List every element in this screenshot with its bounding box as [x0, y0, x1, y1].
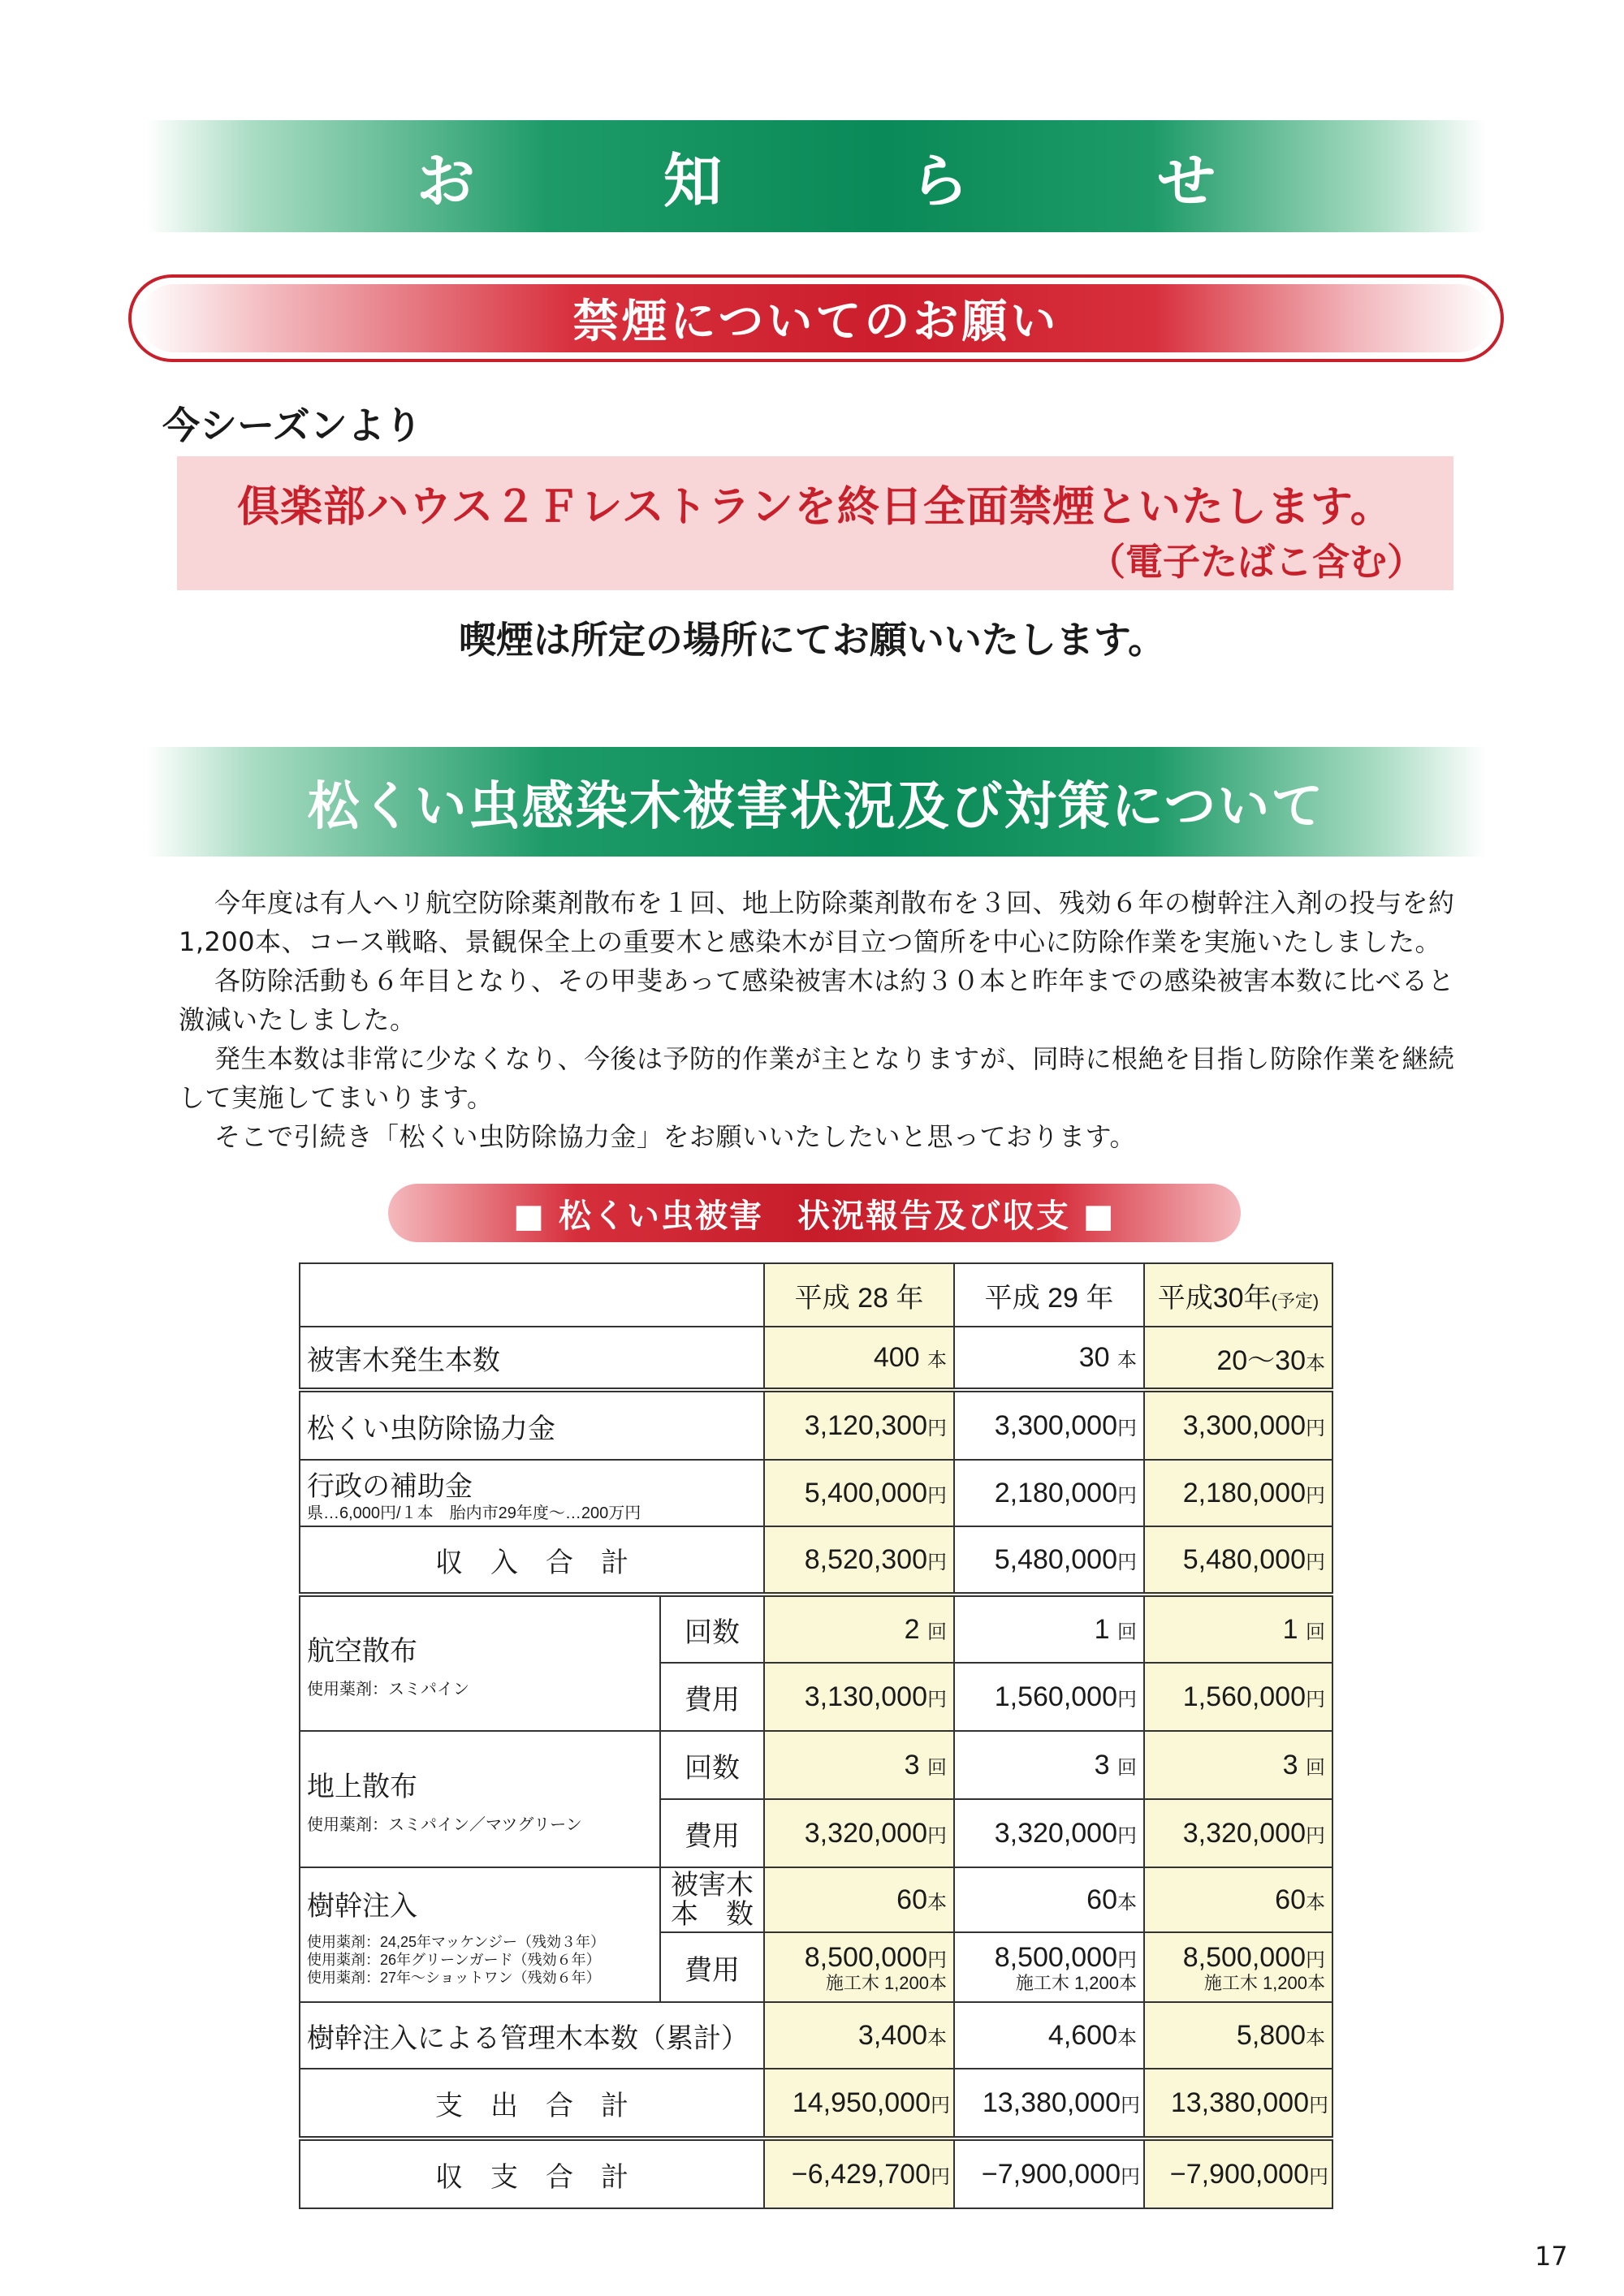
cell-value	[764, 1526, 954, 1595]
cell-value	[1144, 2002, 1332, 2069]
cell-value	[954, 2138, 1144, 2208]
row-note: 使用薬剤：スミパイン	[307, 1680, 469, 1698]
cell-value	[764, 1390, 954, 1460]
table-row-contribution	[300, 1390, 1332, 1460]
unit: 回	[1117, 1621, 1137, 1643]
unit: 本	[1117, 2026, 1137, 2049]
value: 3,320,000	[1182, 1817, 1306, 1849]
unit: 円	[927, 1417, 947, 1439]
row-note: 使用薬剤：26年グリーンガード（残効６年）	[307, 1951, 601, 1968]
pine-banner	[146, 747, 1486, 857]
pine-paragraph: 発生本数は非常に少なくなり、今後は予防的作業が主となりますが、同時に根絶を目指し防除作業を継続して実施してまいります。	[179, 1043, 1455, 1113]
cell-value	[764, 1799, 954, 1867]
row-label: 収 支 合 計	[300, 2138, 764, 2208]
value: 1	[1094, 1613, 1110, 1645]
year-header-text: 平成30年	[1157, 1282, 1272, 1314]
notice-title: お 知 ら せ	[416, 147, 1281, 215]
cell-value	[954, 1327, 1144, 1390]
table-title-banner	[388, 1184, 1241, 1242]
value: 3,300,000	[994, 1409, 1117, 1441]
unit: 円	[1306, 1688, 1325, 1711]
table-header-row	[300, 1263, 1332, 1327]
cell-value	[1144, 2138, 1332, 2208]
unit: 円	[927, 1824, 947, 1847]
value: 3,320,000	[994, 1817, 1117, 1849]
row-label: 収 入 合 計	[300, 1526, 764, 1595]
table-row-income-total	[300, 1526, 1332, 1595]
value: 20～30	[1216, 1344, 1306, 1376]
work-note: 施工木 1,200本	[1015, 1972, 1137, 1993]
pine-paragraphs	[179, 883, 1462, 1156]
row-label: 松くい虫防除協力金	[300, 1390, 764, 1460]
row-label-text: 樹幹注入	[307, 1890, 417, 1922]
pine-finance-table	[299, 1262, 1333, 2209]
row-label-text: 航空散布	[307, 1635, 417, 1667]
unit: 円	[1121, 2165, 1140, 2188]
season-heading: 今シーズンより	[162, 404, 422, 447]
cell-value	[1144, 1932, 1332, 2002]
table-row-ground-count	[300, 1731, 1332, 1799]
row-label	[300, 1460, 764, 1526]
year-header	[1144, 1263, 1332, 1327]
unit: 本	[927, 1349, 947, 1371]
value: 3,130,000	[804, 1681, 927, 1712]
cell-value	[764, 1731, 954, 1799]
value: 1	[1282, 1613, 1298, 1645]
sub-label-line: 本 数	[671, 1899, 754, 1930]
cell-value	[954, 1867, 1144, 1932]
cell-value	[954, 1663, 1144, 1731]
unit: 円	[927, 1484, 947, 1507]
unit: 円	[1117, 1551, 1137, 1573]
cell-value	[1144, 1595, 1332, 1663]
unit: 円	[931, 2165, 950, 2188]
table-row-subsidy	[300, 1460, 1332, 1526]
unit: 円	[1117, 1484, 1137, 1507]
value: −7,900,000	[981, 2158, 1121, 2190]
table-title: ■ 松くい虫被害 状況報告及び収支 ■	[513, 1197, 1116, 1235]
cell-value	[954, 1932, 1144, 2002]
value: 3,320,000	[804, 1817, 927, 1849]
value: 60	[1275, 1884, 1306, 1915]
row-label	[300, 1867, 660, 2002]
cell-value	[954, 2069, 1144, 2138]
cell-value	[954, 1390, 1144, 1460]
value: 30	[1078, 1341, 1110, 1373]
cell-value	[954, 1731, 1144, 1799]
row-note: 県…6,000円/１本 胎内市29年度～…200万円	[307, 1504, 641, 1522]
cell-value	[1144, 1460, 1332, 1526]
unit: 円	[1306, 1417, 1325, 1439]
cell-value	[764, 1663, 954, 1731]
cell-value	[1144, 1799, 1332, 1867]
value: 8,500,000	[994, 1941, 1117, 1973]
row-label: 樹幹注入による管理木本数（累計）	[300, 2002, 764, 2069]
unit: 本	[1117, 1349, 1137, 1371]
unit: 円	[1306, 1949, 1325, 1971]
cell-value	[764, 2138, 954, 2208]
year-header-note: (予定)	[1271, 1290, 1320, 1311]
value: 13,380,000	[1170, 2087, 1309, 2118]
table-row-trunk-count	[300, 1867, 1332, 1932]
table-row-managed	[300, 2002, 1332, 2069]
cell-value	[1144, 1663, 1332, 1731]
notice-banner	[146, 120, 1486, 232]
unit: 円	[1306, 1824, 1325, 1847]
smoking-sub-line: （電子たばこ含む）	[1088, 540, 1424, 584]
value: 3	[1094, 1749, 1110, 1780]
work-note: 施工木 1,200本	[825, 1972, 947, 1993]
value: 3	[904, 1749, 920, 1780]
sub-label: 回数	[660, 1731, 764, 1799]
row-label: 支 出 合 計	[300, 2069, 764, 2138]
sub-label: 回数	[660, 1595, 764, 1663]
value: 60	[1086, 1884, 1117, 1915]
year-header: 平成 28 年	[764, 1263, 954, 1327]
cell-value	[764, 1460, 954, 1526]
cell-value	[1144, 1526, 1332, 1595]
sub-label-line: 被害木	[671, 1870, 754, 1901]
pine-title: 松くい虫感染木被害状況及び対策について	[307, 776, 1325, 837]
value: 13,380,000	[982, 2087, 1121, 2118]
unit: 本	[1117, 1891, 1137, 1914]
pine-paragraph: 今年度は有人ヘリ航空防除薬剤散布を１回、地上防除薬剤散布を３回、残効６年の樹幹注入剤の投与を約1,200本、コース戦略、景観保全上の重要木と感染木が目立つ箇所を中心に防除作業を実施いたしました。	[179, 887, 1455, 957]
unit: 円	[1309, 2094, 1328, 2117]
unit: 本	[1306, 2026, 1325, 2049]
value: 60	[896, 1884, 927, 1915]
row-label	[300, 1731, 660, 1867]
pine-paragraph: そこで引続き「松くい虫防除協力金」をお願いいたしたいと思っております。	[214, 1121, 1136, 1152]
unit: 回	[927, 1756, 947, 1779]
cell-value	[764, 1867, 954, 1932]
cell-value	[954, 2002, 1144, 2069]
unit: 円	[1306, 1484, 1325, 1507]
unit: 円	[927, 1551, 947, 1573]
unit: 回	[927, 1621, 947, 1643]
unit: 回	[1306, 1756, 1325, 1779]
row-note: 使用薬剤：スミパイン／マツグリーン	[307, 1815, 582, 1834]
smoking-main-line: 倶楽部ハウス２Ｆレストランを終日全面禁煙といたします。	[237, 483, 1393, 532]
unit: 円	[1117, 1824, 1137, 1847]
cell-value	[1144, 1327, 1332, 1390]
page-number: 17	[1535, 2241, 1568, 2272]
smoking-banner	[140, 284, 1492, 352]
value: 5,400,000	[804, 1477, 927, 1508]
row-label: 被害木発生本数	[300, 1327, 764, 1390]
smoking-note	[0, 611, 1624, 664]
value: −6,429,700	[791, 2158, 931, 2190]
unit: 円	[1117, 1688, 1137, 1711]
unit: 本	[927, 2026, 947, 2049]
value: 2,180,000	[1182, 1477, 1306, 1508]
pine-paragraph: 各防除活動も６年目となり、その甲斐あって感染被害木は約３０本と昨年までの感染被害本数に比べると激減いたしました。	[179, 965, 1455, 1035]
value: 5,480,000	[1182, 1543, 1306, 1575]
unit: 円	[927, 1688, 947, 1711]
table-row-balance	[300, 2138, 1332, 2208]
smoking-title: 禁煙についてのお願い	[572, 296, 1060, 348]
cell-value	[954, 1799, 1144, 1867]
row-label	[300, 1595, 660, 1731]
table-row-aerial-count	[300, 1595, 1332, 1663]
cell-value	[764, 1327, 954, 1390]
value: 8,500,000	[804, 1941, 927, 1973]
cell-value	[764, 1932, 954, 2002]
cell-value	[764, 2002, 954, 2069]
value: 8,500,000	[1182, 1941, 1306, 1973]
cell-value	[1144, 2069, 1332, 2138]
cell-value	[764, 1595, 954, 1663]
value: 1,560,000	[1182, 1681, 1306, 1712]
unit: 円	[1306, 1551, 1325, 1573]
value: 5,800	[1236, 2019, 1306, 2051]
unit: 円	[1117, 1417, 1137, 1439]
value: 14,950,000	[792, 2087, 931, 2118]
smoking-note-text: 喫煙は所定の場所にてお願いいたします。	[458, 618, 1166, 662]
year-header: 平成 29 年	[954, 1263, 1144, 1327]
row-note: 使用薬剤：24,25年マッケンジー（残効３年）	[307, 1933, 605, 1950]
table-row-expense-total	[300, 2069, 1332, 2138]
unit: 円	[1117, 1949, 1137, 1971]
cell-value	[1144, 1867, 1332, 1932]
unit: 本	[927, 1891, 947, 1914]
unit: 円	[927, 1949, 947, 1971]
value: 5,480,000	[994, 1543, 1117, 1575]
row-label-text: 行政の補助金	[307, 1470, 473, 1502]
unit: 円	[931, 2094, 950, 2117]
cell-value	[1144, 1390, 1332, 1460]
table-corner-cell	[300, 1263, 764, 1327]
value: 3,300,000	[1182, 1409, 1306, 1441]
sub-label	[660, 1867, 764, 1932]
unit: 円	[1121, 2094, 1140, 2117]
cell-value	[954, 1526, 1144, 1595]
row-label-text: 地上散布	[307, 1771, 417, 1802]
cell-value	[1144, 1731, 1332, 1799]
value: 8,520,300	[804, 1543, 927, 1575]
sub-label: 費用	[660, 1663, 764, 1731]
value: −7,900,000	[1169, 2158, 1309, 2190]
unit: 回	[1117, 1756, 1137, 1779]
cell-value	[954, 1595, 1144, 1663]
cell-value	[764, 2069, 954, 2138]
sub-label: 費用	[660, 1932, 764, 2002]
value: 3	[1282, 1749, 1298, 1780]
sub-label: 費用	[660, 1799, 764, 1867]
value: 1,560,000	[994, 1681, 1117, 1712]
value: 2	[904, 1613, 920, 1645]
row-note: 使用薬剤：27年～ショットワン（残効６年）	[307, 1969, 601, 1986]
unit: 回	[1306, 1621, 1325, 1643]
table-row-damage	[300, 1327, 1332, 1390]
value: 3,400	[857, 2019, 927, 2051]
value: 2,180,000	[994, 1477, 1117, 1508]
value: 4,600	[1047, 2019, 1117, 2051]
unit: 本	[1306, 1891, 1325, 1914]
cell-value	[954, 1460, 1144, 1526]
value: 400	[873, 1341, 920, 1373]
unit: 本	[1306, 1352, 1325, 1375]
work-note: 施工木 1,200本	[1203, 1972, 1325, 1993]
value: 3,120,300	[804, 1409, 927, 1441]
unit: 円	[1309, 2165, 1328, 2188]
